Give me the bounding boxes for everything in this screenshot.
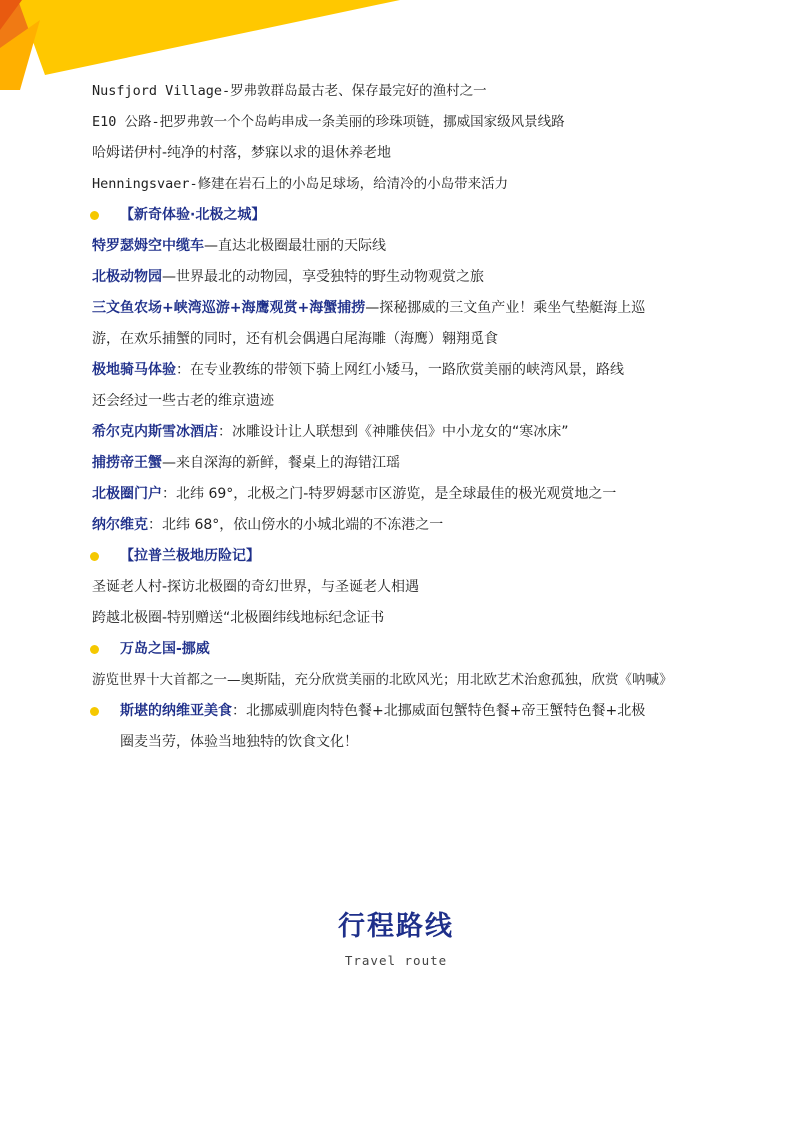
text-line bbox=[92, 293, 732, 324]
route-title: 行程路线 bbox=[338, 911, 454, 942]
itinerary-content bbox=[92, 76, 732, 758]
section-food bbox=[92, 696, 732, 727]
description: ：北挪威驯鹿肉特色餐+北挪威面包蟹特色餐+帝王蟹特色餐+北极 bbox=[232, 703, 646, 719]
text-line bbox=[92, 262, 732, 293]
food-line bbox=[120, 696, 645, 727]
description: ：北纬 68°，依山傍水的小城北端的不冻港之一 bbox=[148, 517, 444, 533]
text-line: Nusfjord Village-罗弗敦群岛最古老、保存最完好的渔村之一 bbox=[92, 83, 487, 99]
text-line: 游览世界十大首都之一—奥斯陆，充分欣赏美丽的北欧风光；用北欧艺术治愈孤独，欣赏《呐喊》 bbox=[92, 672, 673, 688]
text-line bbox=[92, 510, 732, 541]
section-heading: 万岛之国-挪威 bbox=[120, 641, 210, 657]
highlight-term: 三文鱼农场+峡湾巡游+海鹰观赏+海蟹捕捞 bbox=[92, 300, 366, 316]
text-line bbox=[92, 448, 732, 479]
description: —世界最北的动物园，享受独特的野生动物观赏之旅 bbox=[162, 269, 484, 285]
section-heading-novelty bbox=[92, 200, 732, 231]
highlight-term: 纳尔维克 bbox=[92, 517, 148, 533]
bullet-dot bbox=[90, 645, 99, 654]
text-line: 跨越北极圈-特别赠送“北极圈纬线地标纪念证书 bbox=[92, 610, 385, 626]
text-line: 圈麦当劳，体验当地独特的饮食文化！ bbox=[120, 734, 358, 750]
text-line: 圣诞老人村-探访北极圈的奇幻世界，与圣诞老人相遇 bbox=[92, 579, 420, 595]
bullet-dot bbox=[90, 211, 99, 220]
section-heading-norway bbox=[92, 634, 732, 665]
description: —探秘挪威的三文鱼产业！乘坐气垫艇海上巡 bbox=[365, 300, 646, 316]
highlight-term: 极地骑马体验 bbox=[92, 362, 176, 378]
bullet-dot bbox=[90, 707, 99, 716]
text-line: 游，在欢乐捕蟹的同时，还有机会偶遇白尾海雕（海鹰）翱翔觅食 bbox=[92, 331, 498, 347]
description: ：北纬 69°，北极之门-特罗姆瑟市区游览，是全球最佳的极光观赏地之一 bbox=[162, 486, 617, 502]
route-subtitle: Travel route bbox=[344, 953, 448, 968]
description: —直达北极圈最壮丽的天际线 bbox=[204, 238, 386, 254]
description: ：冰雕设计让人联想到《神雕侠侣》中小龙女的“寒冰床” bbox=[218, 424, 569, 440]
text-line: Henningsvaer-修建在岩石上的小岛足球场，给清冷的小岛带来活力 bbox=[92, 176, 509, 192]
section-heading: 【新奇体验·北极之城】 bbox=[120, 207, 266, 223]
highlight-term: 北极动物园 bbox=[92, 269, 162, 285]
highlight-term: 北极圈门户 bbox=[92, 486, 162, 502]
highlight-term: 希尔克内斯雪冰酒店 bbox=[92, 424, 218, 440]
highlight-term: 特罗瑟姆空中缆车 bbox=[92, 238, 204, 254]
text-line bbox=[92, 479, 732, 510]
section-heading: 【拉普兰极地历险记】 bbox=[120, 548, 260, 564]
bullet-dot bbox=[90, 552, 99, 561]
highlight-term: 捕捞帝王蟹 bbox=[92, 455, 162, 471]
text-line: 还会经过一些古老的维京遗迹 bbox=[92, 393, 274, 409]
description: ：在专业教练的带领下骑上网红小矮马，一路欣赏美丽的峡湾风景，路线 bbox=[176, 362, 624, 378]
section-heading: 斯堪的纳维亚美食 bbox=[120, 703, 232, 719]
text-line bbox=[92, 355, 732, 386]
text-line bbox=[92, 231, 732, 262]
description: —来自深海的新鲜，餐桌上的海错江瑶 bbox=[162, 455, 400, 471]
text-line: 哈姆诺伊村-纯净的村落，梦寐以求的退休养老地 bbox=[92, 145, 392, 161]
section-heading-lapland bbox=[92, 541, 732, 572]
corner-yellow-stripe bbox=[18, 0, 400, 75]
text-line bbox=[92, 417, 732, 448]
text-line: E10 公路-把罗弗敦一个个岛屿串成一条美丽的珍珠项链，挪威国家级风景线路 bbox=[92, 114, 565, 130]
